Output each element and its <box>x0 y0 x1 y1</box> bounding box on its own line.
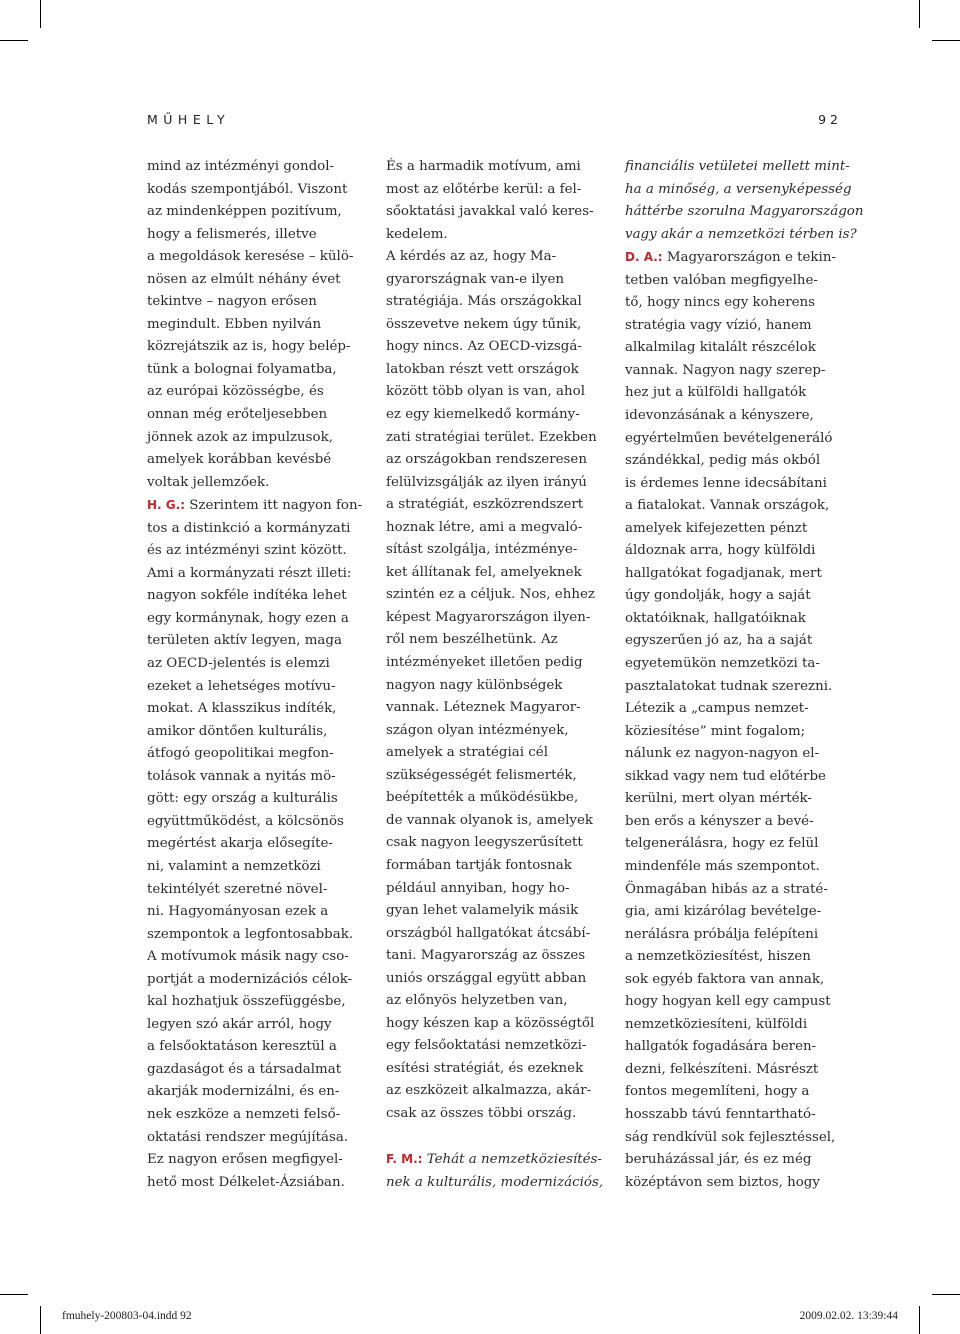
text-line: tekintve – nagyon erősen <box>147 294 317 310</box>
text-line: nerálásra próbálja felépíteni <box>625 926 819 942</box>
text-line: tetben valóban megfigyelhe- <box>625 272 818 288</box>
text-line: ha a minőség, a versenyképesség <box>625 181 852 197</box>
text-line: szágon olyan intézmények, <box>386 722 569 738</box>
footer-file: fmuhely-200803-04.indd 92 <box>62 1310 192 1322</box>
text-line: szükségességét felismerték, <box>386 767 577 783</box>
text-line: Ami a kormányzati részt illeti: <box>147 565 352 581</box>
text-line: amikor döntően kulturális, <box>147 723 328 739</box>
speaker-line-text: Magyarországon e tekin- <box>662 250 836 266</box>
crop-mark <box>0 1294 28 1295</box>
text-line: Ez nagyon erősen megfigyel- <box>147 1152 343 1168</box>
section-label: MŰHELY <box>147 112 231 127</box>
text-line: Létezik a „campus nemzet- <box>625 701 809 717</box>
text-line: gia, ami kizárólag bevételge- <box>625 904 822 920</box>
text-line: nek a kulturális, modernizációs, <box>386 1174 604 1190</box>
text-line: oktatóiknak, hallgatóiknak <box>625 610 806 626</box>
text-line: között több olyan is van, ahol <box>386 384 585 400</box>
text-line: hogy készen kap a közösségtől <box>386 1015 595 1031</box>
text-line: hogy a felismerés, illetve <box>147 226 317 242</box>
text-line: portját a modernizációs célok- <box>147 971 353 987</box>
text-line: sőoktatási javakkal való keres- <box>386 204 594 220</box>
text-line: amelyek kifejezetten pénzt <box>625 520 808 536</box>
text-line: telgenerálásra, hogy ez felül <box>625 836 819 852</box>
text-line: országból hallgatókat átcsábí- <box>386 925 591 941</box>
text-line: egyértelműen bevételgeneráló <box>625 430 833 446</box>
text-line: de vannak olyanok is, amelyek <box>386 812 594 828</box>
text-line: képest Magyarországon ilyen- <box>386 609 591 625</box>
text-line: most az előtérbe kerül: a fel- <box>386 181 582 197</box>
text-line: együttműködést, a kölcsönös <box>147 813 344 829</box>
text-line: stratégia vagy vízió, hanem <box>625 317 812 333</box>
text-line: kodás szempontjából. Viszont <box>147 181 348 197</box>
text-line: felülvizsgálják az ilyen irányú <box>386 474 587 490</box>
text-line: mokat. A klasszikus indíték, <box>147 701 337 717</box>
text-line: gyarországnak van-e ilyen <box>386 271 565 287</box>
speaker-line-text: Szerintem itt nagyon fon- <box>185 498 363 514</box>
text-line: háttérbe szorulna Magyarországon <box>625 204 864 220</box>
text-line: az mindenképpen pozitívum, <box>147 204 342 220</box>
text-line: tani. Magyarország az összes <box>386 948 586 964</box>
text-line: tekintélyét szeretné növel- <box>147 881 328 897</box>
text-line: onnan még erőteljesebben <box>147 407 328 423</box>
text-line: szándékkal, pedig más okból <box>625 453 821 469</box>
text-column-2 <box>386 156 611 1194</box>
text-line: amelyek korábban kevésbé <box>147 452 332 468</box>
text-line <box>386 1148 611 1172</box>
text-line: ság rendkívül sok fejlesztéssel, <box>625 1129 836 1145</box>
text-line: az eszközeit alkalmazza, akár- <box>386 1083 592 1099</box>
text-line: hosszabb távú fenntartható- <box>625 1106 816 1122</box>
text-line: a megoldások keresése – külö- <box>147 249 354 265</box>
text-line: megindult. Ebben nyilván <box>147 316 322 332</box>
text-line: nek eszköze a nemzeti felső- <box>147 1106 341 1122</box>
text-line: hez jut a külföldi hallgatók <box>625 385 807 401</box>
text-line: mindenféle más szempontot. <box>625 858 820 874</box>
text-line: kerülni, mert olyan mérték- <box>625 791 812 807</box>
text-line: legyen szó akár arról, hogy <box>147 1016 332 1032</box>
text-line: nemzetköziesíteni, külföldi <box>625 1016 808 1032</box>
text-line: a fiatalokat. Vannak országok, <box>625 498 830 514</box>
text-line: akarják modernizálni, és en- <box>147 1084 340 1100</box>
text-line <box>386 1126 611 1149</box>
text-line: ez egy kiemelkedő kormány- <box>386 407 580 423</box>
text-line: uniós országgal együtt abban <box>386 970 587 986</box>
text-line: ni. Hagyományosan ezek a <box>147 904 329 920</box>
text-line: zati stratégiai terület. Ezekben <box>386 429 597 445</box>
text-line: nagyon sokféle indítéka lehet <box>147 588 347 604</box>
text-line: jönnek azok az impulzusok, <box>147 429 333 445</box>
text-line: hallgatók fogadására beren- <box>625 1039 817 1055</box>
text-line: vagy akár a nemzetközi térben is? <box>625 226 857 242</box>
speaker-initials: D. A.: <box>625 250 663 265</box>
text-line: átfogó geopolitikai megfon- <box>147 746 334 762</box>
text-line: a felsőoktatáson keresztül a <box>147 1039 337 1055</box>
text-line: latokban részt vett országok <box>386 361 579 377</box>
text-line: ni, valamint a nemzetközi <box>147 858 321 874</box>
text-line: esítési stratégiát, és ezeknek <box>386 1060 584 1076</box>
text-line: kedelem. <box>386 226 448 242</box>
text-line: az európai közösségbe, és <box>147 384 324 400</box>
text-line: nösen az elmúlt néhány évet <box>147 271 341 287</box>
text-line: oktatási rendszer megújítása. <box>147 1129 349 1145</box>
text-line: pasztalatokat tudnak szerezni. <box>625 678 833 694</box>
text-line: tő, hogy nincs egy koherens <box>625 295 816 311</box>
text-line: vannak. Nagyon nagy szerep- <box>625 362 826 378</box>
text-line: nálunk ez nagyon-nagyon el- <box>625 746 820 762</box>
text-line: és az intézményi szint között. <box>147 543 347 559</box>
page-number: 92 <box>818 112 842 127</box>
text-line: ről nem beszélhetünk. Az <box>386 632 558 648</box>
text-line: És a harmadik motívum, ami <box>386 159 581 174</box>
text-line: a nemzetköziesítést, hiszen <box>625 949 811 965</box>
text-line: beépítették a működésükbe, <box>386 790 579 806</box>
speaker-line-text: Tehát a nemzetköziesítés- <box>422 1152 602 1168</box>
text-line: Önmagában hibás az a straté- <box>625 881 828 897</box>
text-line: stratégiája. Más országokkal <box>386 294 582 310</box>
crop-mark <box>0 40 28 41</box>
text-line: hogy hogyan kell egy campust <box>625 994 831 1010</box>
text-line <box>147 494 372 518</box>
text-line: mind az intézményi gondol- <box>147 159 335 174</box>
text-line: fontos megemlíteni, hogy a <box>625 1084 810 1100</box>
text-line: csak nagyon leegyszerűsített <box>386 835 583 851</box>
text-line: összevetve nekem úgy tűnik, <box>386 316 582 332</box>
text-line: hogy nincs. Az OECD-vizsgá- <box>386 339 582 355</box>
text-line: amelyek a stratégiai cél <box>386 745 549 761</box>
text-line: egy felsőoktatási nemzetközi- <box>386 1038 587 1054</box>
text-line <box>625 246 850 270</box>
text-line: az előnyös helyzetben van, <box>386 993 568 1009</box>
text-line: tos a distinkció a kormányzati <box>147 520 351 536</box>
crop-mark <box>40 1306 41 1334</box>
text-line: közrejátszik az is, hogy belép- <box>147 339 351 355</box>
text-line: területen aktív legyen, maga <box>147 633 342 649</box>
footer-timestamp: 2009.02.02. 13:39:44 <box>799 1310 898 1322</box>
text-line: formában tartják fontosnak <box>386 857 572 873</box>
text-line: hallgatókat fogadjanak, mert <box>625 565 822 581</box>
text-line: köziesítése” mint fogalom; <box>625 723 806 739</box>
text-line: ezeket a lehetséges motívu- <box>147 678 336 694</box>
text-line: idevonzásának a kényszere, <box>625 408 814 424</box>
text-line: középtávon sem biztos, hogy <box>625 1174 820 1190</box>
text-line: úgy gondolják, hogy a saját <box>625 588 811 604</box>
text-line: ket állítanak fel, amelyeknek <box>386 564 582 580</box>
text-line: nagyon nagy különbségek <box>386 677 563 693</box>
text-line: A motívumok másik nagy cso- <box>147 949 349 965</box>
text-line: tolások vannak a nyitás mö- <box>147 768 336 784</box>
text-line: a stratégiát, eszközrendszert <box>386 497 584 513</box>
text-line: szempontok a legfontosabbak. <box>147 926 354 942</box>
speaker-initials: F. M.: <box>386 1152 423 1167</box>
text-line: megértést akarja elősegíte- <box>147 836 333 852</box>
text-line: csak az összes többi ország. <box>386 1105 577 1121</box>
text-line: egyszerűen jó az, ha a saját <box>625 633 813 649</box>
text-line: dezni, felkészíteni. Másrészt <box>625 1061 819 1077</box>
crop-mark <box>40 0 41 28</box>
crop-mark <box>932 1294 960 1295</box>
text-line: alkalmilag kitalált részcélok <box>625 340 816 356</box>
text-line: egy kormánynak, hogy ezen a <box>147 610 349 626</box>
text-line: financiális vetületei mellett mint- <box>625 159 850 174</box>
text-line: kal hozhatjuk összefüggésbe, <box>147 994 346 1010</box>
crop-mark <box>919 0 920 28</box>
text-line: vannak. Léteznek Magyaror- <box>386 700 581 716</box>
text-line: például annyiban, hogy ho- <box>386 880 570 896</box>
text-line: tünk a bolognai folyamatba, <box>147 361 337 377</box>
text-line: beruházással jár, és ez még <box>625 1152 812 1168</box>
text-line: voltak jellemzőek. <box>147 474 270 490</box>
text-line: áldoznak arra, hogy külföldi <box>625 543 816 559</box>
text-line: is érdemes lenne idecsábítani <box>625 475 827 491</box>
crop-mark <box>932 40 960 41</box>
text-line: intézményeket illetően pedig <box>386 655 583 671</box>
text-line: gött: egy ország a kulturális <box>147 791 338 807</box>
text-line: gazdaságot és a társadalmat <box>147 1061 342 1077</box>
speaker-initials: H. G.: <box>147 498 185 513</box>
text-line: szintén ez a céljuk. Nos, ehhez <box>386 587 595 603</box>
text-line: az OECD-jelentés is elemzi <box>147 656 330 672</box>
text-line: hető most Délkelet-Ázsiában. <box>147 1174 345 1190</box>
text-line: sítást szolgálja, intézménye- <box>386 542 578 558</box>
text-line: egyetemükön nemzetközi ta- <box>625 656 820 672</box>
text-line: hoznak létre, ami a megvaló- <box>386 519 583 535</box>
text-line: sok egyéb faktora van annak, <box>625 971 825 987</box>
text-line: gyan lehet valamelyik másik <box>386 903 579 919</box>
text-column-3 <box>625 156 864 1194</box>
text-line: ben erős a kényszer a bevé- <box>625 813 814 829</box>
text-line: sikkad vagy nem tud előtérbe <box>625 768 826 784</box>
text-column-1 <box>147 156 372 1194</box>
text-line: az országokban rendszeresen <box>386 452 587 468</box>
crop-mark <box>919 1306 920 1334</box>
text-line: A kérdés az az, hogy Ma- <box>386 249 557 265</box>
